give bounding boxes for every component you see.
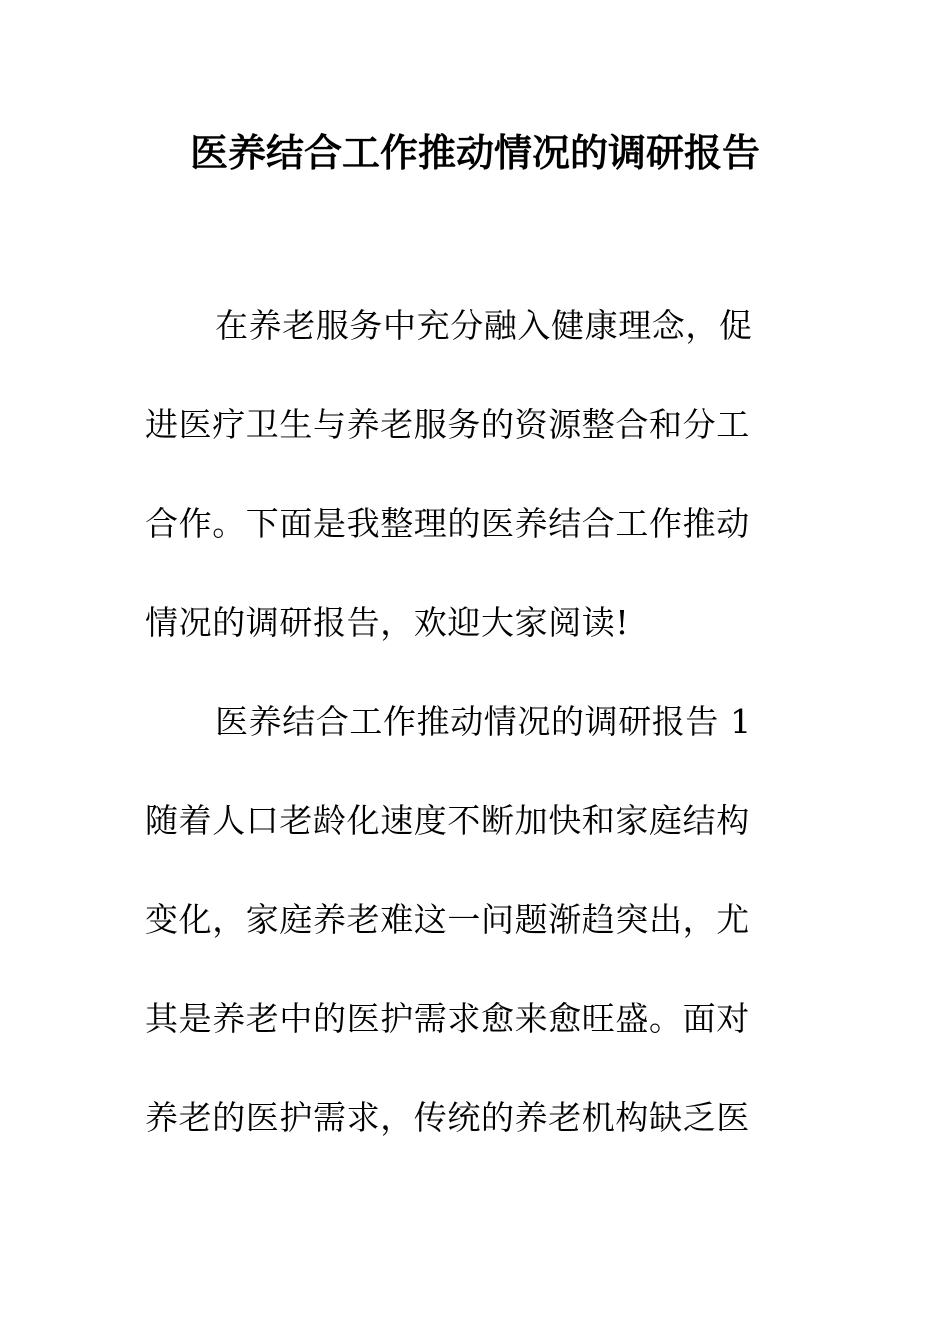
paragraph-line: 变化，家庭养老难这一问题渐趋突出，尤 [145,900,750,939]
document-body [145,296,785,1187]
paragraph-line: 进医疗卫生与养老服务的资源整合和分工 [145,405,750,444]
section-heading-line: 医养结合工作推动情况的调研报告 1 [215,702,752,741]
paragraph-line: 养老的医护需求，传统的养老机构缺乏医 [145,1098,750,1137]
paragraph-line: 在养老服务中充分融入健康理念，促 [215,306,753,345]
paragraph-line: 合作。下面是我整理的医养结合工作推动 [145,504,750,543]
document-title: 医养结合工作推动情况的调研报告 [189,130,760,175]
paragraph-line: 其是养老中的医护需求愈来愈旺盛。面对 [145,999,750,1038]
paragraph-line: 情况的调研报告，欢迎大家阅读! [145,603,630,642]
paragraph-line: 随着人口老龄化速度不断加快和家庭结构 [145,801,750,840]
